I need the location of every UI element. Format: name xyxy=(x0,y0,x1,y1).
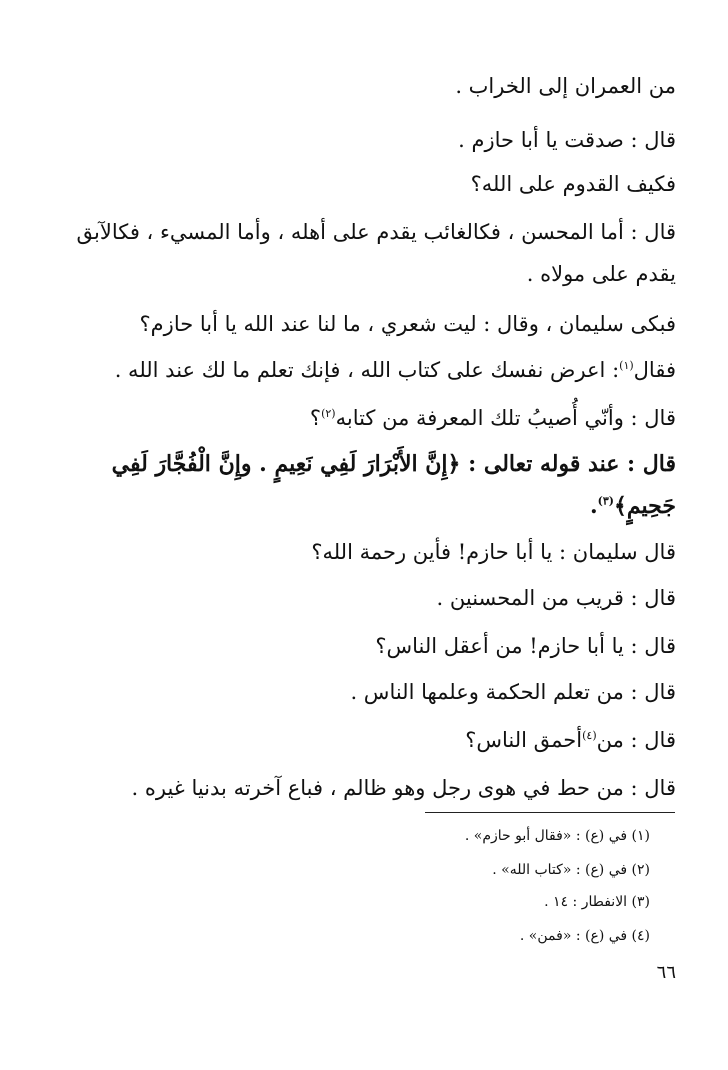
footnote: (٤) في (ع) : «فمن» . xyxy=(519,928,650,944)
text-line: قال : يا أبا حازم! من أعقل الناس؟ xyxy=(375,634,676,658)
footnote-ref: (٤) xyxy=(582,729,597,742)
text-line xyxy=(60,402,676,434)
footnote: (١) في (ع) : «فقال أبو حازم» . xyxy=(464,828,650,844)
text-line: قال : قريب من المحسنين . xyxy=(436,586,676,610)
text-segment: جَحِيمٍ﴾ xyxy=(614,493,676,519)
text-line: من العمران إلى الخراب . xyxy=(455,74,676,98)
text-line: قال : أما المحسن ، فكالغائب يقدم على أهله ، وأما المسيء ، فكالآبق xyxy=(76,220,676,244)
text-line xyxy=(60,354,676,386)
page-number: ٦٦ xyxy=(656,962,676,983)
text-line xyxy=(60,724,676,756)
footnote-ref: (٢) xyxy=(321,407,336,420)
text-line: قال : من حط في هوى رجل وهو ظالم ، فباع آخرته بدنيا غيره . xyxy=(131,776,676,800)
text-line: قال : صدقت يا أبا حازم . xyxy=(458,128,676,152)
quran-verse-line xyxy=(60,490,676,522)
text-segment: فقال xyxy=(633,358,676,382)
footnote-ref: (١) xyxy=(619,359,634,372)
text-line: يقدم على مولاه . xyxy=(526,262,676,286)
text-segment: : اعرض نفسك على كتاب الله ، فإنك تعلم ما لك عند الله . xyxy=(114,358,620,382)
footnote: (٣) الانفطار : ١٤ . xyxy=(544,894,650,910)
footnote-ref: (٣) xyxy=(597,494,615,508)
text-segment: . xyxy=(589,493,598,519)
footnote: (٢) في (ع) : «كتاب الله» . xyxy=(492,862,650,878)
text-line: قال : من تعلم الحكمة وعلمها الناس . xyxy=(350,680,676,704)
text-line: قال سليمان : يا أبا حازم! فأين رحمة الله؟ xyxy=(311,540,676,564)
text-segment: قال : وأنّي أُصيبُ تلك المعرفة من كتابه xyxy=(335,406,676,430)
footnote-divider xyxy=(425,812,675,813)
text-segment: قال : من xyxy=(596,728,676,752)
text-line: فبكى سليمان ، وقال : ليت شعري ، ما لنا عند الله يا أبا حازم؟ xyxy=(139,312,676,336)
quran-verse-line: قال : عند قوله تعالى : ﴿إِنَّ الأَبْرَارَ لَفِي نَعِيمٍ . وإِنَّ الْفُجَّارَ لَفِي xyxy=(111,451,676,477)
text-segment: أحمق الناس؟ xyxy=(465,728,583,752)
text-line: فكيف القدوم على الله؟ xyxy=(470,172,676,196)
text-segment: ؟ xyxy=(309,406,322,430)
